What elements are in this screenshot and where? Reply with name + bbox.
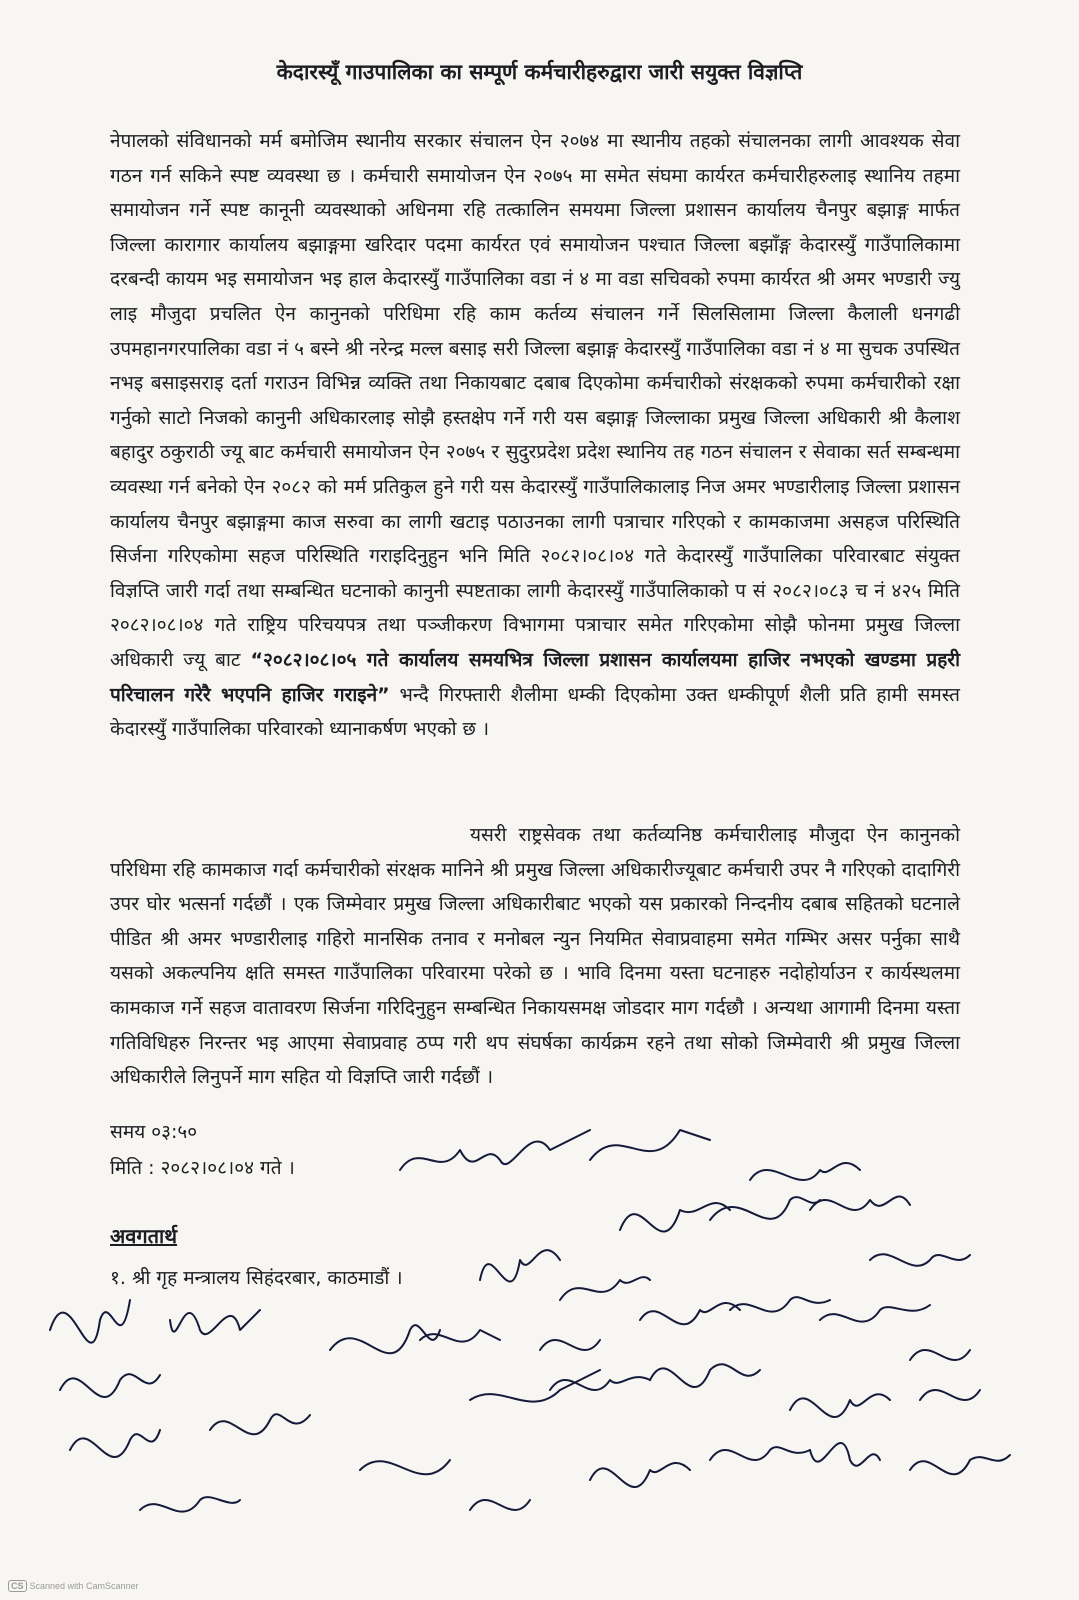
signature-mark xyxy=(730,1297,830,1311)
signature-mark xyxy=(590,1463,690,1487)
cc-heading: अवगतार्थ xyxy=(110,1224,178,1248)
body-paragraph-1 xyxy=(110,124,960,747)
body-paragraph-2: यसरी राष्ट्रसेवक तथा कर्तव्यनिष्ठ कर्मचारीलाइ मौजुदा ऐन कानुनको परिधिमा रहि कामकाज गर्दा कर्मचारीको संरक्षक मानिने श्री प्रमुख जिल्ला अधिकारीज्यूबाट कर्मचारी उपर नै गरिएको दादागिरी उपर घोर भत्सर्ना गर्दछौं । एक जिम्मेवार प्रमुख जिल्ला अधिकारीबाट भएको यस प्रकारको निन्दनीय दबाब सहितको घटनाले पीडित श्री अमर भण्डारीलाइ गहिरो मानसिक तनाव र मनोबल न्युन नियमित सेवाप्रवाहमा समेत गम्भिर असर पर्नुका साथै यसको अकल्पनिय क्षति समस्त गाउँपालिका परिवारमा परेको छ । भावि दिनमा यस्ता घटनाहरु नदोहोर्याउन र कार्यस्थलमा कामकाज गर्ने सहज वातावरण सिर्जना गरिदिनुहुन सम्बन्धित निकायसमक्ष जोडदार माग गर्दछौ । अन्यथा आगामी दिनमा यस्ता गतिविधिहरु निरन्तर भइ आएमा सेवाप्रवाह ठप्प गरी थप संघर्षका कार्यक्रम रहने तथा सोको जिम्मेवारी श्री प्रमुख जिल्ला अधिकारीले लिनुपर्ने माग सहित यो विज्ञप्ति जारी गर्दछौं । xyxy=(110,824,960,1089)
signature-mark xyxy=(590,1130,710,1160)
signature-mark xyxy=(920,1390,980,1400)
paragraph-1-text: नेपालको संविधानको मर्म बमोजिम स्थानीय सरकार संचालन ऐन २०७४ मा स्थानीय तहको संचालनका लागी आवश्यक सेवा गठन गर्न सकिने स्पष्ट व्यवस्था छ । कर्मचारी समायोजन ऐन २०७५ मा समेत संघमा कार्यरत कर्मचारीहरुलाइ स्थानिय तहमा समायोजन गर्ने स्पष्ट कानूनी व्यवस्थाको अधिनमा रहि तत्कालिन समयमा जिल्ला प्रशासन कार्यालय चैनपुर बझाङ्ग मार्फत जिल्ला कारागार कार्यालय बझाङ्गमा खरिदार पदमा कार्यरत एवं समायोजन पश्चात जिल्ला बझाँङ्ग केदारस्युँ गाउँपालिकामा दरबन्दी कायम भइ समायोजन भइ हाल केदारस्युँ गाउँपालिका वडा नं ४ मा वडा सचिवको रुपमा कार्यरत श्री अमर भण्डारी ज्यु लाइ मौजुदा प्रचलित ऐन कानुनको परिधिमा रहि काम कर्तव्य संचालन गर्ने सिलसिलामा जिल्ला कैलाली धनगढी उपमहानगरपालिका वडा नं ५ बस्ने श्री नरेन्द्र मल्ल बसाइ सरी जिल्ला बझाङ्ग केदारस्युँ गाउँपालिका वडा नं ४ मा सुचक उपस्थित नभइ बसाइसराइ दर्ता गराउन विभिन्न व्यक्ति तथा निकायबाट दबाब दिएकोमा कर्मचारीको संरक्षकको रुपमा कर्मचारीको रक्षा गर्नुको साटो निजको कानुनी अधिकारलाइ सोझै हस्तक्षेप गर्ने गरी यस बझाङ्ग जिल्लाका प्रमुख जिल्ला अधिकारी श्री कैलाश बहादुर ठकुराठी ज्यू बाट कर्मचारी समायोजन ऐन २०७५ र सुदुरप्रदेश प्रदेश स्थानिय तह गठन संचालन र सेवाका सर्त सम्बन्धमा व्यवस्था गर्न बनेको ऐन २०८२ को मर्म प्रतिकुल हुने गरी यस केदारस्युँ गाउँपालिकालाइ निज अमर भण्डारीलाइ जिल्ला प्रशासन कार्यालय चैनपुर बझाङ्गमा काज सरुवा का लागी खटाइ पठाउनका लागी पत्राचार गरिएको र कामकाजमा असहज परिस्थिति सिर्जना गरिएकोमा सहज परिस्थिति गराइदिनुहुन भनि मिति २०८२।०८।०४ गते केदारस्युँ गाउँपालिका परिवारबाट संयुक्त विज्ञप्ति जारी गर्दा तथा सम्बन्धित घटनाको कानुनी स्पष्टताका लागी केदारस्युँ गाउँपालिकाको प सं २०८२।०८३ च नं ४२५ मिति २०८२।०८।०४ गते राष्ट्रिय परिचयपत्र तथा पञ्जीकरण विभागमा पत्राचार समेत गरिएकोमा सोझै फोनमा प्रमुख जिल्ला अधिकारी ज्यू बाट xyxy=(110,130,960,671)
signature-mark xyxy=(70,1430,160,1457)
signature-mark xyxy=(750,1163,860,1180)
signature-mark xyxy=(560,1277,650,1300)
signature-mark xyxy=(910,1350,970,1360)
signature-mark xyxy=(870,1254,970,1266)
cc-item: १. श्री गृह मन्त्रालय सिहंदरबार, काठमाडौं । xyxy=(110,1267,403,1289)
scanner-watermark xyxy=(8,1580,139,1592)
signature-mark xyxy=(820,1305,930,1322)
signature-mark xyxy=(540,1340,600,1350)
camscanner-text: Scanned with CamScanner xyxy=(29,1581,139,1591)
signature-mark xyxy=(810,1196,910,1210)
signature-mark xyxy=(400,1130,590,1170)
quoted-threat: “२०८२।०८।०५ गते कार्यालय समयभित्र जिल्ला प्रशासन कार्यालयमा हाजिर नभएको खण्डमा प्रहरी परिचालन गरेरै भएपनि हाजिर गराइने” xyxy=(110,648,961,706)
signature-mark xyxy=(640,1303,740,1324)
signature-mark xyxy=(910,1455,1010,1474)
issue-time: समय ०३:५० xyxy=(110,1121,198,1143)
paragraph-1-tail: भन्दै गिरफ्तारी शैलीमा धम्की दिएकोमा उक्त धम्कीपूर्ण शैली प्रति हामी समस्त केदारस्युँ गाउँपालिका परिवारको ध्यानाकर्षण भएको छ । xyxy=(110,683,960,741)
signature-mark xyxy=(140,1497,240,1511)
document-title: केदारस्यूँ गाउपालिका का सम्पूर्ण कर्मचारीहरुद्वारा जारी सयुक्त विज्ञप्ति xyxy=(276,60,803,84)
signature-mark xyxy=(710,1447,810,1460)
signatures-block xyxy=(30,1090,1050,1560)
signature-mark xyxy=(650,1364,760,1387)
signature-mark xyxy=(810,1443,880,1466)
signature-mark xyxy=(790,1394,890,1417)
signature-mark xyxy=(710,1197,820,1220)
signature-mark xyxy=(50,1300,130,1343)
signature-mark xyxy=(480,1250,560,1281)
signature-mark xyxy=(210,1414,310,1434)
signature-mark xyxy=(360,1460,450,1474)
signature-mark xyxy=(170,1310,260,1334)
signature-mark xyxy=(470,1500,530,1510)
signature-mark xyxy=(60,1374,160,1397)
issue-date: मिति : २०८२।०८।०४ गते । xyxy=(110,1157,295,1179)
camscanner-badge: CS xyxy=(8,1580,27,1592)
signature-mark xyxy=(330,1325,440,1353)
